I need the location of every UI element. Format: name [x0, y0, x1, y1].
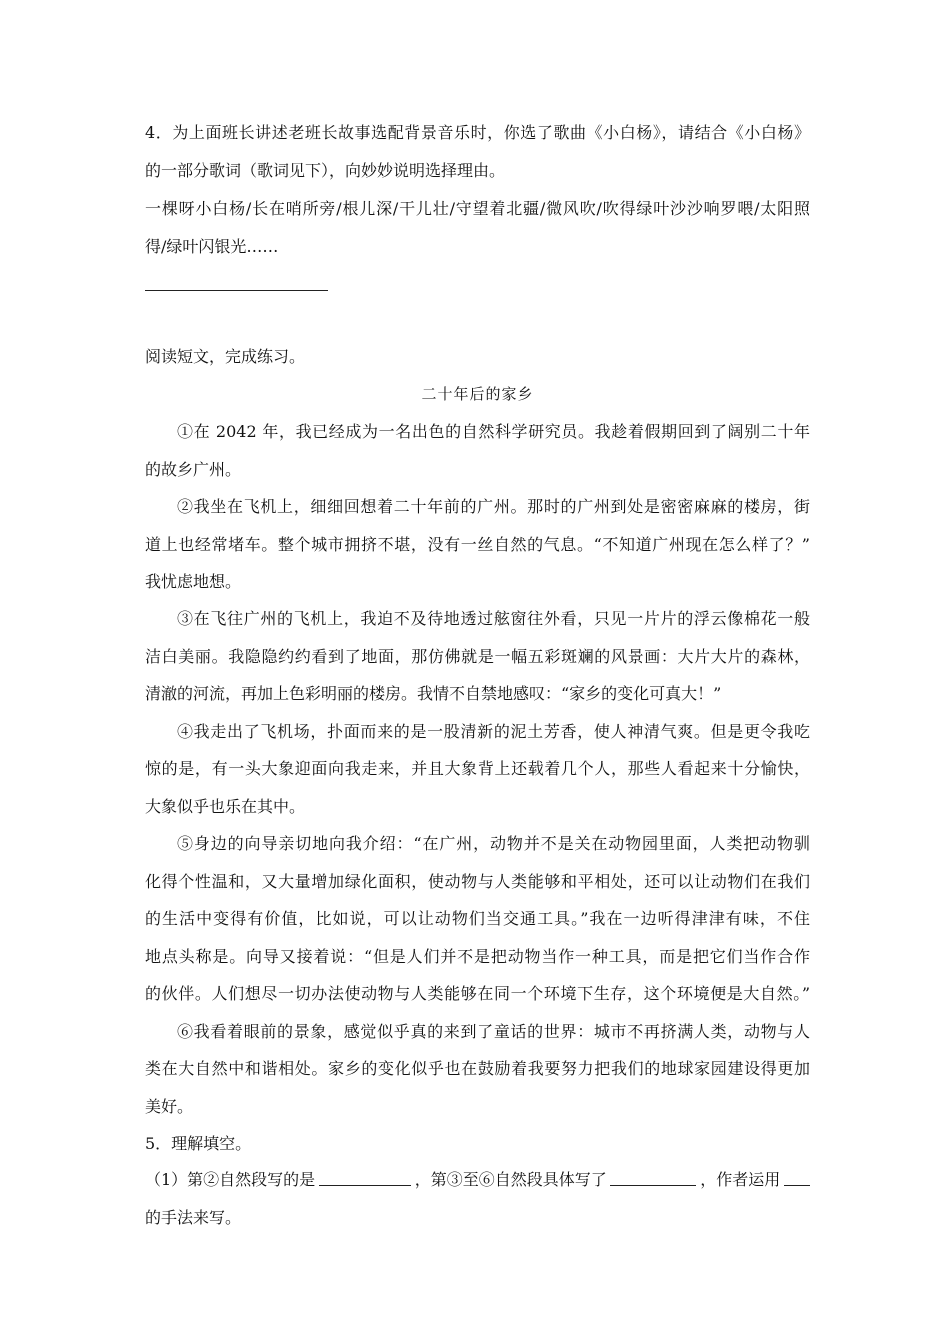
passage-line: 化得个性温和，又大量增加绿化面积，使动物与人类能够和平相处，还可以让动物们在我们 — [145, 872, 810, 891]
passage-line: ③在飞往广州的飞机上，我迫不及待地透过舷窗往外看，只见一片片的浮云像棉花一般 — [177, 609, 810, 628]
passage-line: ④我走出了飞机场，扑面而来的是一股清新的泥土芳香，使人神清气爽。但是更令我吃 — [177, 722, 810, 741]
lyrics-line-1: 一棵呀小白杨/长在哨所旁/根儿深/干儿壮/守望着北疆/微风吹/吹得绿叶沙沙响罗喂/太阳照 — [145, 199, 810, 218]
answer-line[interactable] — [145, 290, 328, 291]
passage-line: 美好。 — [145, 1097, 194, 1116]
passage-line: 道上也经常堵车。整个城市拥挤不堪，没有一丝自然的气息。“不知道广州现在怎么样了？” — [145, 535, 810, 554]
passage-line: ①在 2042 年，我已经成为一名出色的自然科学研究员。我趁着假期回到了阔别二十年 — [177, 422, 810, 441]
fill-blank-1[interactable] — [319, 1169, 411, 1186]
passage-line: 惊的是，有一头大象迎面向我走来，并且大象背上还载着几个人，那些人看起来十分愉快， — [145, 759, 810, 778]
passage-line: 我忧虑地想。 — [145, 572, 242, 591]
question5-sub1-text-a: （1）第②自然段写的是 — [145, 1170, 316, 1189]
passage-line: ②我坐在飞机上，细细回想着二十年前的广州。那时的广州到处是密密麻麻的楼房，街 — [177, 497, 810, 516]
passage-line: 地点头称是。向导又接着说：“但是人们并不是把动物当作一种工具，而是把它们当作合作 — [145, 947, 810, 966]
passage-line: 的伙伴。人们想尽一切办法使动物与人类能够在同一个环境下生存，这个环境便是大自然。” — [145, 984, 810, 1003]
passage-line: ⑤身边的向导亲切地向我介绍：“在广州，动物并不是关在动物园里面，人类把动物驯 — [177, 834, 810, 853]
passage-line: ⑥我看着眼前的景象，感觉似乎真的来到了童话的世界：城市不再挤满人类，动物与人 — [177, 1022, 810, 1041]
passage-line: 洁白美丽。我隐隐约约看到了地面，那仿佛就是一幅五彩斑斓的风景画：大片大片的森林， — [145, 647, 810, 666]
question4-line-1: 4．为上面班长讲述老班长故事选配背景音乐时，你选了歌曲《小白杨》，请结合《小白杨》 — [145, 123, 810, 142]
question4-line-2: 的一部分歌词（歌词见下），向妙妙说明选择理由。 — [145, 161, 506, 180]
lyrics-line-2: 得/绿叶闪银光…… — [145, 237, 279, 256]
fill-blank-2[interactable] — [610, 1169, 696, 1186]
fill-blank-3[interactable] — [784, 1169, 810, 1186]
question5-heading: 5．理解填空。 — [145, 1134, 252, 1153]
reading-instruction: 阅读短文，完成练习。 — [145, 347, 306, 366]
question5-sub1-line1 — [145, 1169, 810, 1191]
question5-sub1-text-b: ，第③至⑥自然段具体写了 — [414, 1170, 607, 1189]
passage-line: 类在大自然中和谐相处。家乡的变化似乎也在鼓励着我要努力把我们的地球家园建设得更加 — [145, 1059, 810, 1078]
passage-line: 的生活中变得有价值，比如说，可以让动物们当交通工具。”我在一边听得津津有味，不住 — [145, 909, 810, 928]
passage-line: 大象似乎也乐在其中。 — [145, 797, 306, 816]
passage-line: 的故乡广州。 — [145, 460, 242, 479]
question5-sub1-text-c: ，作者运用 — [700, 1170, 781, 1189]
question5-sub1-line2: 的手法来写。 — [145, 1208, 242, 1227]
passage-line: 清澈的河流，再加上色彩明丽的楼房。我情不自禁地感叹：“家乡的变化可真大！” — [145, 684, 722, 703]
passage-title: 二十年后的家乡 — [421, 385, 534, 403]
